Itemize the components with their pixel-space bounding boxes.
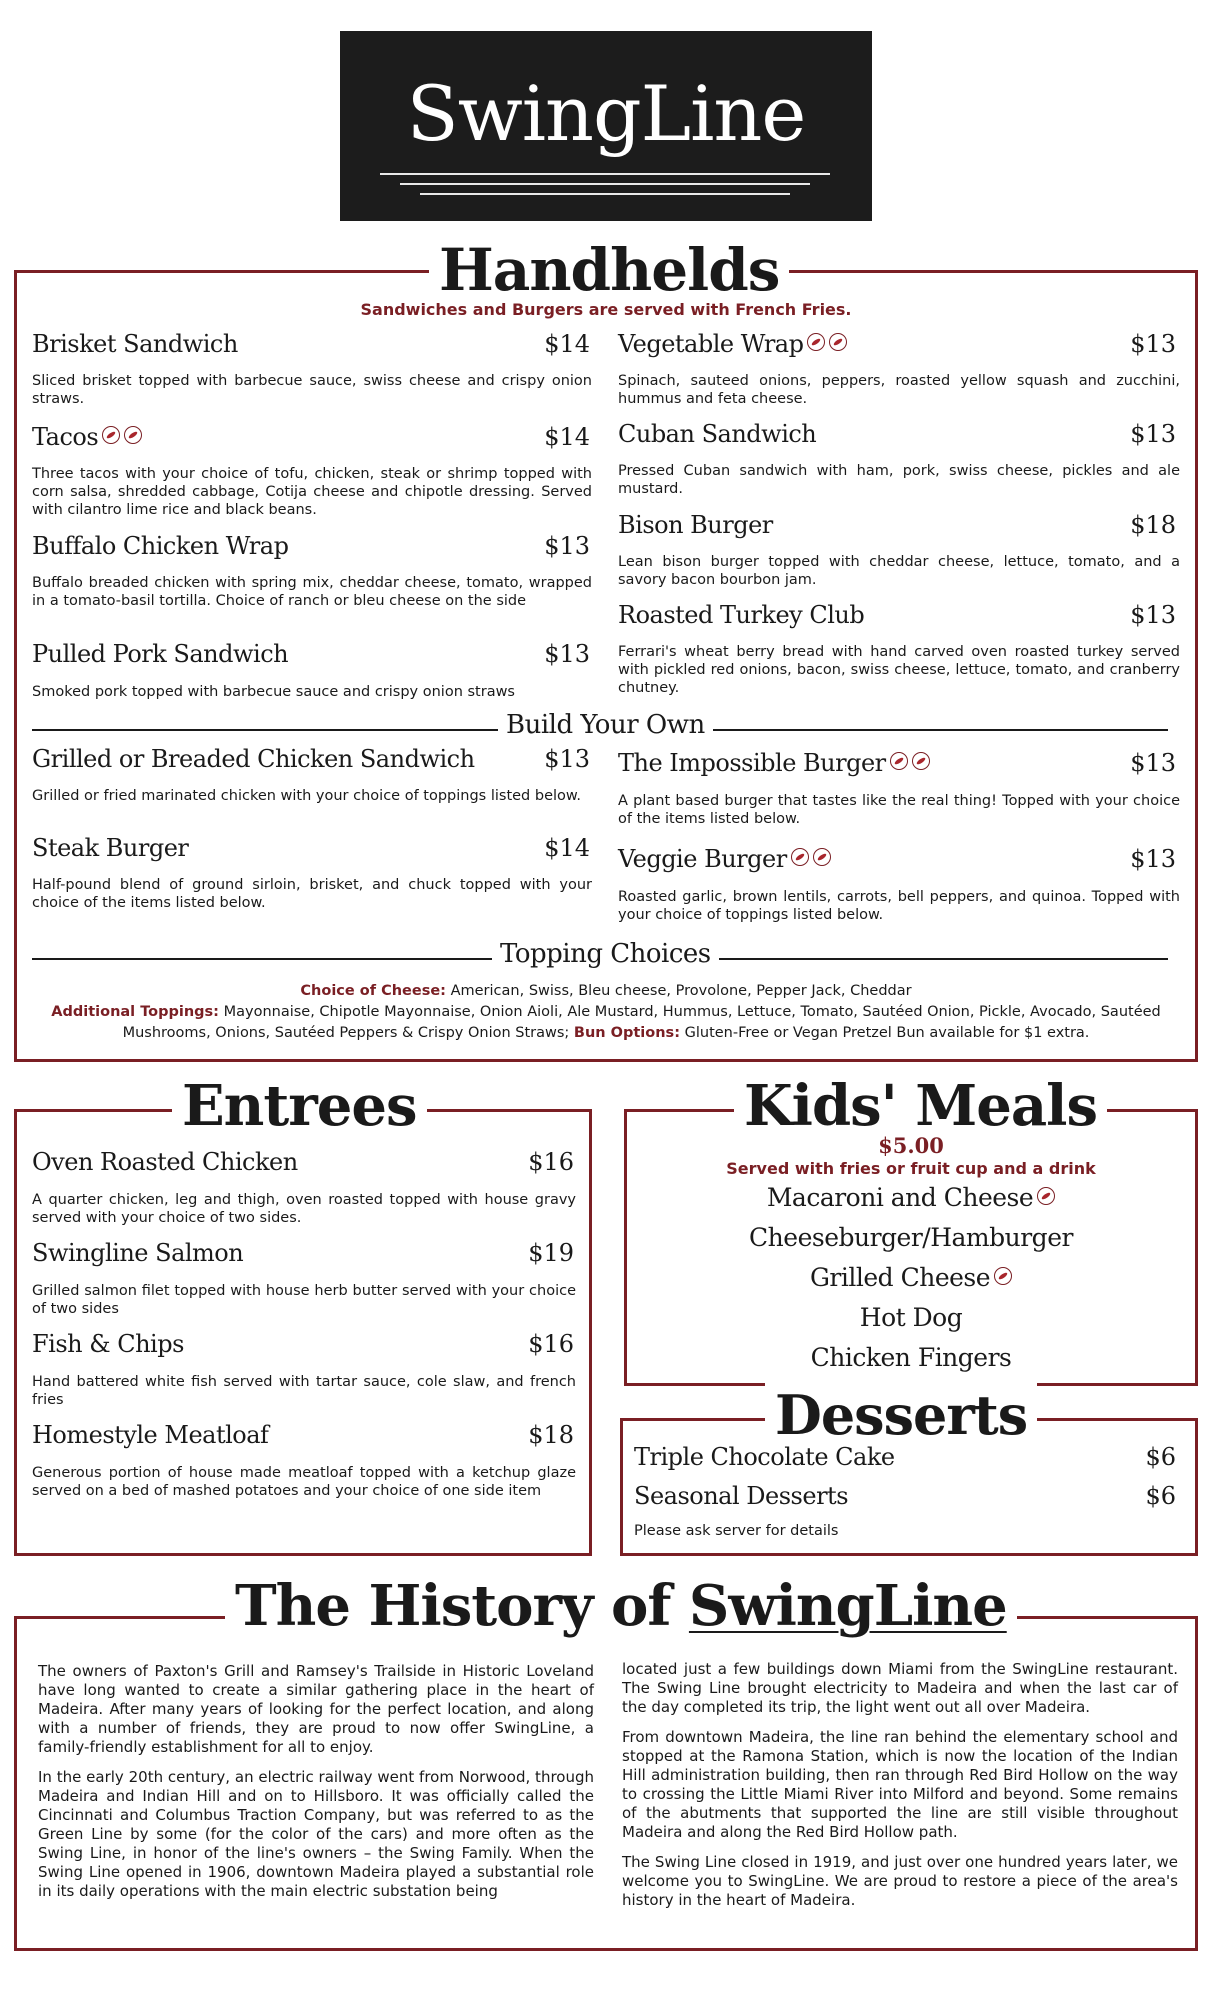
item-price: $13 — [544, 745, 590, 773]
item-price: $19 — [528, 1239, 574, 1267]
logo-line — [380, 173, 830, 175]
kids-item: Macaroni and Cheese — [766, 1183, 1034, 1212]
vegetarian-icon — [829, 333, 847, 351]
dessert-name: Triple Chocolate Cake — [634, 1443, 895, 1471]
history-paragraph: The Swing Line closed in 1919, and just over one hundred years later, we welcome you to SwingLine. We are proud to restore a piece of the area's history in the heart of Madeira. — [622, 1853, 1178, 1909]
item-desc: Generous portion of house made meatloaf topped with a ketchup glaze served on a bed of mashed potatoes and your choice of one side item — [32, 1465, 576, 1499]
item-name: Vegetable Wrap — [618, 330, 804, 358]
item-price: $13 — [1130, 330, 1176, 358]
bun-text: Gluten-Free or Vegan Pretzel Bun available for $1 extra. — [684, 1025, 1090, 1041]
build-your-own-label: Build Your Own — [498, 710, 713, 740]
item-name: Buffalo Chicken Wrap — [32, 532, 289, 560]
item-desc: Roasted garlic, brown lentils, carrots, bell peppers, and quinoa. Topped with your choice of toppings listed below. — [618, 889, 1180, 923]
additional-line-2 — [0, 1025, 1212, 1041]
item-desc: A quarter chicken, leg and thigh, oven roasted topped with house gravy served with your choice of two sides. — [32, 1192, 576, 1226]
history-paragraph: The owners of Paxton's Grill and Ramsey's Trailside in Historic Loveland have long wanted to create a similar gathering place in the heart of Madeira. After many years of looking for the perfect location, and along with a number of friends, they are proud to now offer SwingLine, a family-friendly establishment for all to enjoy. — [38, 1662, 594, 1756]
vegetarian-icon — [813, 848, 831, 866]
item-price: $18 — [528, 1421, 574, 1449]
kids-item: Grilled Cheese — [809, 1263, 991, 1292]
history-paragraph: From downtown Madeira, the line ran behind the elementary school and stopped at the Ramona Station, which is now the location of the Indian Hill administration building, then ran through Red Bird Hollow on the way to crossing the Little Miami River into Milford and beyond. Some remains of the abutments that supported the line are still visible throughout Madeira and along the Red Bird Hollow path. — [622, 1728, 1178, 1841]
additional-label: Additional Toppings: — [51, 1004, 219, 1020]
item-desc: Grilled or fried marinated chicken with your choice of toppings listed below. — [32, 788, 582, 804]
kids-item: Hot Dog — [859, 1303, 963, 1332]
history-right-column — [622, 1660, 1178, 1921]
item-name-row — [32, 423, 142, 451]
item-name: Tacos — [32, 423, 99, 451]
entrees-title: Entrees — [172, 1073, 427, 1139]
item-desc: Half-pound blend of ground sirloin, brisket, and chuck topped with your choice of the items listed below. — [32, 877, 592, 911]
item-name-row — [618, 845, 831, 873]
logo-line — [420, 193, 790, 195]
dessert-note: Please ask server for details — [634, 1523, 839, 1539]
bun-label: Bun Options: — [573, 1025, 680, 1041]
cheese-label: Choice of Cheese: — [300, 983, 446, 999]
additional-line — [0, 1004, 1212, 1020]
kids-meals-title: Kids' Meals — [734, 1073, 1107, 1139]
item-price: $18 — [1130, 511, 1176, 539]
item-price: $14 — [544, 330, 590, 358]
history-left-column — [38, 1662, 594, 1912]
vegetarian-icon — [124, 426, 142, 444]
item-name: Pulled Pork Sandwich — [32, 640, 289, 668]
item-desc: Three tacos with your choice of tofu, chicken, steak or shrimp topped with corn salsa, shredded cabbage, Cotija cheese and chipotle dressing. Served with cilantro lime rice and black beans. — [32, 466, 592, 518]
item-price: $16 — [528, 1330, 574, 1358]
vegetarian-icon — [1037, 1187, 1055, 1205]
item-price: $13 — [1130, 601, 1176, 629]
kids-item-row — [624, 1263, 1198, 1292]
item-price: $13 — [544, 532, 590, 560]
item-price: $14 — [544, 423, 590, 451]
logo — [340, 31, 872, 221]
kids-item: Chicken Fingers — [810, 1343, 1012, 1372]
item-price: $13 — [1130, 845, 1176, 873]
item-name: Brisket Sandwich — [32, 330, 238, 358]
item-desc: Sliced brisket topped with barbecue sauce, swiss cheese and crispy onion straws. — [32, 373, 592, 407]
item-price: $13 — [544, 640, 590, 668]
kids-subtitle: Served with fries or fruit cup and a drink — [726, 1159, 1096, 1178]
item-name: Veggie Burger — [618, 845, 787, 873]
spicy-icon — [807, 333, 825, 351]
item-name: Steak Burger — [32, 834, 189, 862]
topping-choices-label: Topping Choices — [492, 939, 719, 969]
item-name: Fish & Chips — [32, 1330, 184, 1358]
spicy-icon — [102, 426, 120, 444]
item-name-row — [618, 749, 930, 777]
item-desc: A plant based burger that tastes like the real thing! Topped with your choice of the items listed below. — [618, 793, 1180, 827]
item-price: $14 — [544, 834, 590, 862]
vegetarian-icon — [912, 752, 930, 770]
additional-text-2: Mushrooms, Onions, Sautéed Peppers & Crispy Onion Straws; — [122, 1025, 570, 1041]
item-desc: Buffalo breaded chicken with spring mix, cheddar cheese, tomato, wrapped in a tomato-basil tortilla. Choice of ranch or bleu cheese on the side — [32, 575, 592, 609]
kids-item: Cheeseburger/Hamburger — [749, 1223, 1073, 1252]
item-price: $13 — [1130, 749, 1176, 777]
item-name: Grilled or Breaded Chicken Sandwich — [32, 745, 475, 773]
item-desc: Lean bison burger topped with cheddar cheese, lettuce, tomato, and a savory bacon bourbon jam. — [618, 554, 1180, 588]
history-title — [225, 1573, 1017, 1639]
item-name: Roasted Turkey Club — [618, 601, 865, 629]
item-desc: Spinach, sauteed onions, peppers, roasted yellow squash and zucchini, hummus and feta cheese. — [618, 373, 1180, 407]
item-name: Swingline Salmon — [32, 1239, 244, 1267]
history-paragraph: In the early 20th century, an electric railway went from Norwood, through Madeira and Indian Hill and on to Hillsboro. It was officially called the Cincinnati and Columbus Traction Company, but was referred to as the Green Line by some (for the color of the cars) and more often as the Swing Line, in honor of the line's owners – the Swing Family. When the Swing Line opened in 1906, downtown Madeira played a substantial role in its daily operations with the main electric substation being — [38, 1768, 594, 1900]
item-desc: Hand battered white fish served with tartar sauce, cole slaw, and french fries — [32, 1374, 576, 1408]
dessert-name: Seasonal Desserts — [634, 1482, 849, 1510]
item-price: $13 — [1130, 420, 1176, 448]
cheese-line — [0, 983, 1212, 999]
item-desc: Pressed Cuban sandwich with ham, pork, swiss cheese, pickles and ale mustard. — [618, 463, 1180, 497]
additional-text: Mayonnaise, Chipotle Mayonnaise, Onion Aioli, Ale Mustard, Hummus, Lettuce, Tomato, Sautéed Onion, Pickle, Avocado, Sautéed — [223, 1004, 1161, 1020]
handhelds-title: Handhelds — [429, 236, 789, 304]
vegetarian-icon — [994, 1267, 1012, 1285]
item-name: The Impossible Burger — [618, 749, 886, 777]
item-name: Cuban Sandwich — [618, 420, 817, 448]
kids-price: $5.00 — [878, 1133, 944, 1158]
history-title-brand: SwingLine — [688, 1573, 1007, 1639]
dessert-price: $6 — [1145, 1443, 1176, 1471]
item-name: Homestyle Meatloaf — [32, 1421, 269, 1449]
dessert-price: $6 — [1145, 1482, 1176, 1510]
item-desc: Smoked pork topped with barbecue sauce and crispy onion straws — [32, 684, 515, 700]
cheese-text: American, Swiss, Bleu cheese, Provolone, Pepper Jack, Cheddar — [450, 983, 912, 999]
item-desc: Grilled salmon filet topped with house herb butter served with your choice of two sides — [32, 1283, 576, 1317]
desserts-title: Desserts — [765, 1383, 1037, 1447]
kids-item-row — [624, 1183, 1198, 1212]
history-title-prefix: The History of — [235, 1573, 671, 1639]
logo-line — [400, 183, 810, 185]
logo-text: SwingLine — [406, 69, 806, 158]
handhelds-subtitle: Sandwiches and Burgers are served with French Fries. — [360, 300, 852, 319]
item-name-row — [618, 330, 847, 358]
item-name: Oven Roasted Chicken — [32, 1148, 298, 1176]
item-desc: Ferrari's wheat berry bread with hand carved oven roasted turkey served with pickled red onions, bacon, swiss cheese, lettuce, tomato, and cranberry chutney. — [618, 644, 1180, 696]
item-name: Bison Burger — [618, 511, 773, 539]
history-paragraph: located just a few buildings down Miami from the SwingLine restaurant. The Swing Line brought electricity to Madeira and when the last car of the day completed its trip, the light went out all over Madeira. — [622, 1660, 1178, 1716]
spicy-icon — [890, 752, 908, 770]
spicy-icon — [791, 848, 809, 866]
item-price: $16 — [528, 1148, 574, 1176]
